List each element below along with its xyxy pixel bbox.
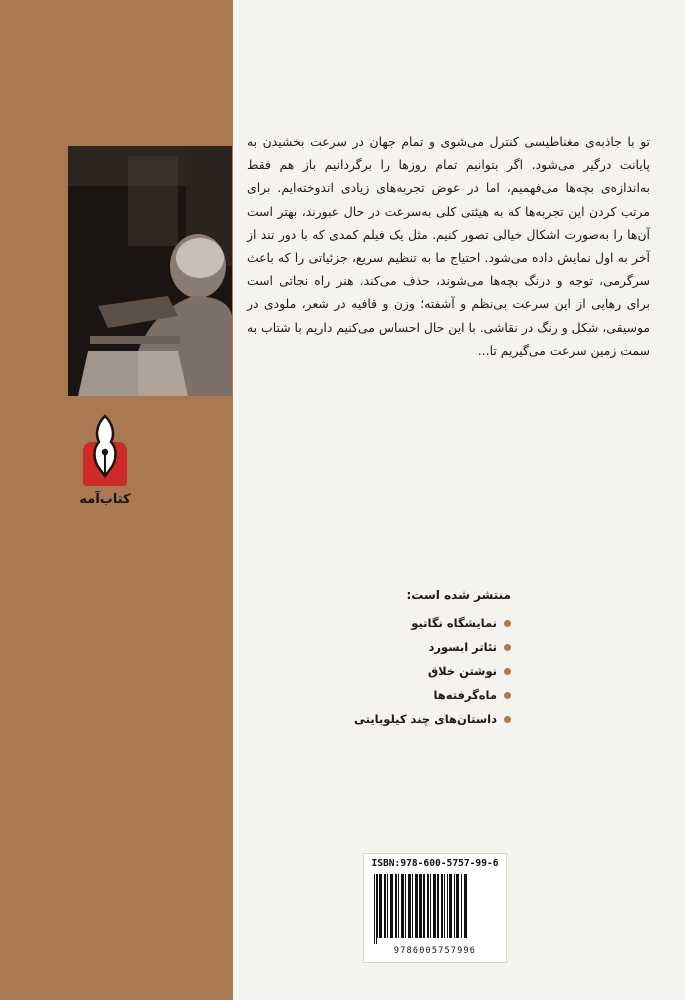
barcode-bars-icon bbox=[372, 874, 498, 944]
published-title-item bbox=[251, 635, 511, 659]
barcode-bar bbox=[449, 874, 452, 938]
barcode-bar bbox=[444, 874, 445, 938]
isbn-label: ISBN:978-600-5757-99-6 bbox=[371, 858, 499, 869]
bullet-dot-icon bbox=[504, 668, 511, 675]
barcode-bar bbox=[408, 874, 411, 938]
barcode-bar bbox=[454, 874, 455, 938]
fountain-pen-nib-icon bbox=[75, 412, 135, 488]
bullet-dot-icon bbox=[504, 620, 511, 627]
published-titles bbox=[251, 588, 511, 731]
published-titles-heading: منتشر شده است: bbox=[406, 588, 511, 602]
barcode-bar bbox=[415, 874, 418, 938]
barcode-bar bbox=[412, 874, 413, 938]
publisher-logo bbox=[70, 412, 140, 522]
bullet-dot-icon bbox=[504, 692, 511, 699]
barcode-bar bbox=[405, 874, 406, 938]
barcode-bar bbox=[437, 874, 439, 938]
barcode-bar bbox=[430, 874, 431, 938]
barcode-bar bbox=[427, 874, 429, 938]
barcode-bar bbox=[384, 874, 386, 938]
publisher-name: کتاب‌آمه bbox=[79, 492, 131, 507]
barcode-bar bbox=[379, 874, 382, 938]
barcode-bar bbox=[387, 874, 388, 938]
barcode-bar bbox=[461, 874, 462, 938]
barcode-bar bbox=[423, 874, 425, 938]
published-title-item bbox=[251, 659, 511, 683]
back-cover-blurb: تو با جاذبه‌ی مغناطیسی کنترل می‌شوی و تمام جهان در سرعت بخشیدن به پایانت درگیر می‌شود. اگر بتوانیم تمام روزها را برگردانیم باز هم فقط به‌اندازه‌ی بچه‌ها می‌فهمیم، اما در عوض تجربه‌های زیادی اندوخته‌ایم. برای مرتب کردن این تجربه‌ها که به هیئتی کلی به‌سرعت در حال عبورند، بهتر است آن‌ها را به‌صورت اشکال خیالی تصور کنیم. مثل یک فیلم کمدی که با دور تند از آخر به اول نمایش داده می‌شود. احتیاج ما به تنظیم سریع، جزئیاتی را که باعث سرگرمی، توجه و درنگ بچه‌ها می‌شوند، حذف می‌کند. هنر راه نجاتی است برای رهایی از این سرعت بی‌نظم و آشفته؛ وزن و قافیه در شعر، ملودی در موسیقی، شکل و رنگ در نقاشی. با این حال احساس می‌کنیم داریم با شتاب به سمت زمین سرعت می‌گیریم تا... bbox=[247, 134, 650, 358]
barcode-bar bbox=[456, 874, 459, 938]
barcode-bar bbox=[376, 874, 377, 944]
barcode-bar bbox=[464, 874, 467, 938]
barcode-bar bbox=[395, 874, 397, 938]
published-title-text: تئاتر ابسورد bbox=[428, 640, 497, 654]
barcode-bar bbox=[433, 874, 436, 938]
isbn-barcode bbox=[363, 853, 507, 963]
published-title-text: ماه‌گرفته‌ها bbox=[433, 688, 497, 702]
barcode-bar bbox=[377, 874, 378, 938]
published-title-item bbox=[251, 683, 511, 707]
published-title-item bbox=[251, 707, 511, 731]
barcode-bar bbox=[447, 874, 448, 938]
barcode-bar bbox=[401, 874, 404, 938]
published-title-text: نوشتن خلاق bbox=[427, 664, 497, 678]
published-title-text: نمایشگاه نگاتیو bbox=[411, 616, 497, 630]
barcode-digits: 9786005757996 bbox=[393, 946, 477, 956]
author-photo bbox=[68, 146, 232, 396]
barcode-bar bbox=[390, 874, 393, 938]
barcode-bar bbox=[419, 874, 422, 938]
barcode-bar bbox=[398, 874, 399, 938]
published-title-text: داستان‌های چند کیلوبایتی bbox=[353, 712, 497, 726]
published-titles-list bbox=[251, 611, 511, 731]
author-photo-image bbox=[68, 146, 232, 396]
barcode-bar bbox=[374, 874, 375, 944]
bullet-dot-icon bbox=[504, 644, 511, 651]
barcode-bar bbox=[441, 874, 443, 938]
published-title-item bbox=[251, 611, 511, 635]
bullet-dot-icon bbox=[504, 716, 511, 723]
